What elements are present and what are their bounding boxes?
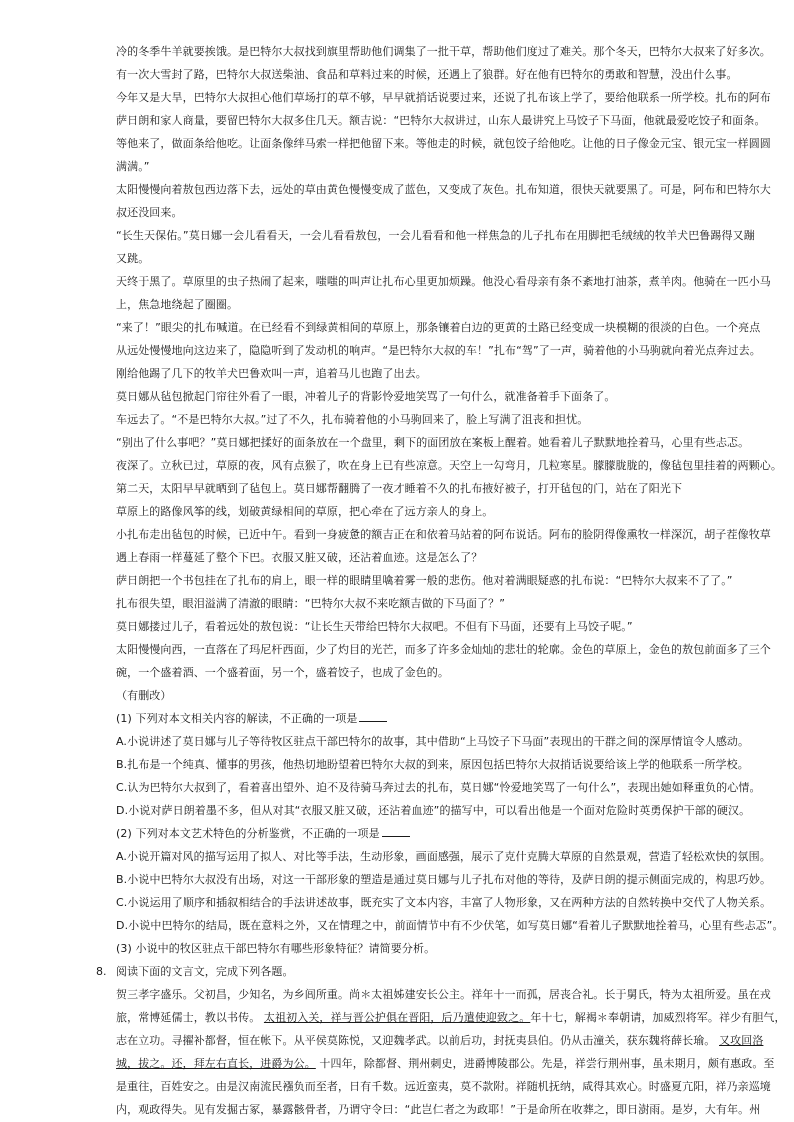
text-line: 莫日娜从毡包掀起门帘往外看了一眼，冲着儿子的背影怜爱地笑骂了一句什么，就准备着手下面条了。 bbox=[116, 390, 616, 403]
text-line: 等他来了，做面条给他吃。让面条像绊马索一样把他留下来。等他走的时候，就包饺子给他吃。让他的日子像金元宝、银元宝一样圆圆 bbox=[116, 137, 771, 150]
underlined-sentence: 又攻回洛 bbox=[719, 1034, 764, 1047]
section-instruction: 阅读下面的文言文，完成下列各题。 bbox=[116, 965, 294, 978]
text-line: 车远去了。“不是巴特尔大叔。”过了不久，扎布骑着他的小马驹回来了，脸上写满了沮丧和担忧。 bbox=[116, 413, 589, 426]
text-line: 刚给他踢了几下的牧羊犬巴鲁欢叫一声，追着马儿也跑了出去。 bbox=[116, 367, 427, 380]
answer-blank[interactable] bbox=[382, 826, 410, 837]
option-d: D.小说中巴特尔的结局，既在意料之外，又在情理之中，前面情节中有不少伏笔，如写莫日娜“看着儿子默默地拴着马，心里有些忐忑”。 bbox=[116, 919, 784, 932]
text-line: 萨日朗把一个书包挂在了扎布的肩上，眼一样的眼睛里噙着雾一般的悲伤。他对着满眼疑惑的扎布说：“巴特尔大叔来不了了。” bbox=[116, 574, 733, 587]
text-line: 第二天，太阳早早就晒到了毡包上。莫日娜帮翻腾了一夜才睡着不久的扎布掖好被子，打开毡包的门，站在了阳光下 bbox=[116, 482, 683, 495]
answer-blank[interactable] bbox=[359, 711, 387, 722]
question-2 bbox=[116, 826, 716, 841]
option-a: A.小说讲述了莫日娜与儿子等待牧区驻点干部巴特尔的故事，其中借助“上马饺子下马面”表现出的干群之间的深厚情谊令人感动。 bbox=[116, 735, 750, 748]
text-line: 又跳。 bbox=[116, 252, 150, 265]
text-line: 冷的冬季牛羊就要挨饿。是巴特尔大叔找到旗里帮助他们调集了一批干草，帮助他们度过了难关。那个冬天，巴特尔大叔来了好多次。 bbox=[116, 45, 771, 58]
question-1-text: (1) 下列对本文相关内容的解读，不正确的一项是 bbox=[116, 712, 358, 725]
text-line: 小扎布走出毡包的时候，已近中午。看到一身疲惫的额吉正在和依着马站着的阿布说话。阿布的脸阴得像熏牧一样深沉，胡子茬像牧草 bbox=[116, 528, 771, 541]
text-line: 今年又是大旱，巴特尔大叔担心他们草场打的草不够，早早就捎话说要过来，还说了扎布该上学了，要给他联系一所学校。扎布的阿布 bbox=[116, 91, 771, 104]
text-line: 是重往，百姓安之。由是汉南流民襁负而至者，日有千数。远近蛮夷，莫不款附。祥随机抚纳，咸得其欢心。时盛夏亢阳，祥乃亲巡境 bbox=[116, 1080, 771, 1093]
text-line: 叔还没回来。 bbox=[116, 206, 183, 219]
text-line: 从远处慢慢地向这边来了，隐隐听到了发动机的响声。“是巴特尔大叔的车！”扎布“驾”了一声，骑着他的小马驹就向着光点奔过去。 bbox=[116, 344, 761, 357]
text-line bbox=[116, 1056, 775, 1071]
text-line: 上，焦急地绕起了圈圈。 bbox=[116, 298, 239, 311]
text-line: “别出了什么事吧？”莫日娜把揉好的面条放在一个盘里，剩下的面团放在案板上醒着。她看着儿子默默地拴着马，心里有些忐忑。 bbox=[116, 436, 750, 449]
text-line: 扎布很失望，眼泪溢满了清澈的眼睛：“巴特尔大叔不来吃额吉做的下马面了？” bbox=[116, 597, 505, 610]
text-line: 莫日娜搂过儿子，看着远处的敖包说：“让长生天带给巴特尔大叔吧。不但有下马面，还要有上马饺子呢。” bbox=[116, 620, 633, 633]
option-a: A.小说开篇对风的描写运用了拟人、对比等手法，生动形象，画面感强，展示了克什克腾大草原的自然景观，营造了轻松欢快的氛围。 bbox=[116, 850, 771, 863]
text-line: 草原上的路像风筝的线，划破黄绿相间的草原，把心牵在了远方亲人的身上。 bbox=[116, 505, 494, 518]
option-b: B.扎布是一个纯真、懂事的男孩，他热切地盼望着巴特尔大叔的到来，原因包括巴特尔大叔捎话说要给该上学的他联系一所学校。 bbox=[116, 758, 749, 771]
underlined-sentence: 城，拔之。还，拜左右直长，进爵为公。 bbox=[116, 1057, 316, 1070]
text-line: “来了！”眼尖的扎布喊道。在已经看不到绿黄相间的草原上，那条镶着白边的更黄的土路已经变成一块模糊的很淡的白色。一个亮点 bbox=[116, 321, 761, 334]
question-1 bbox=[116, 711, 716, 726]
text-line bbox=[116, 1010, 786, 1025]
option-c: C.认为巴特尔大叔到了，看着喜出望外、迫不及待骑马奔过去的扎布，莫日娜“怜爱地笑骂了一句什么”，表现出她如释重负的心情。 bbox=[116, 781, 761, 794]
text-line: 天终于黑了。草原里的虫子热闹了起来，嗤嗤的叫声让扎布心里更加烦躁。他没心看母亲有条不紊地打油茶，煮羊肉。他骑在一匹小马 bbox=[116, 275, 771, 288]
text-segment: 十四年，除都督、荆州刺史，进爵博陵郡公。先是，祥尝行荆州事，虽未期月，颇有惠政。至 bbox=[319, 1057, 775, 1070]
question-3: (3) 小说中的牧区驻点干部巴特尔有哪些形象特征？请简要分析。 bbox=[116, 942, 436, 955]
option-d: D.小说对萨日朗着墨不多，但从对其“衣服又脏又破，还沾着血迹”的描写中，可以看出他是一个面对危险时英勇保护干部的硬汉。 bbox=[116, 804, 751, 817]
text-line: 太阳慢慢向西，一直落在了玛尼杆西面，少了灼目的光芒，而多了许多金灿灿的悲壮的轮廓。金色的草原上，金色的敖包前面多了三个 bbox=[116, 643, 771, 656]
underlined-sentence: 太祖初入关，祥与晋公护俱在晋阳，后乃遣使迎致之。 bbox=[263, 1011, 531, 1024]
text-line: 有一次大雪封了路，巴特尔大叔送柴油、食品和草料过来的时候，还遇上了狼群。好在他有巴特尔的勇敢和智慧，没出什么事。 bbox=[116, 68, 738, 81]
text-segment: 年十七，解褐＊奉朝请，加威烈将军。祥少有胆气， bbox=[530, 1011, 786, 1024]
text-line bbox=[116, 1033, 764, 1048]
question-2-text: (2) 下列对本文艺术特色的分析鉴赏，不正确的一项是 bbox=[116, 827, 380, 840]
option-b: B.小说中巴特尔大叔没有出场，对这一干部形象的塑造是通过莫日娜与儿子扎布对他的等待，及萨日朗的提示侧面完成的，构思巧妙。 bbox=[116, 873, 772, 886]
text-line: 碗，一个盛着酒、一个盛着面，另一个，盛着饺子，也成了金色的。 bbox=[116, 666, 449, 679]
text-line: 内，观政得失。见有发掘古冢，暴露骸骨者，乃谓守令曰：“此岂仁者之为政耶！”于是命所在收葬之，即日澍雨。是岁，大有年。州 bbox=[116, 1103, 761, 1116]
text-line: 贺三孝字盛乐。父初昌，少知名，为乡闾所重。尚＊太祖姊建安长公主。祥年十一而孤，居丧合礼。长于舅氏，特为太祖所爱。虽在戎 bbox=[116, 988, 771, 1001]
text-segment: 旅，常博延儒士，教以书传。 bbox=[116, 1011, 261, 1024]
text-line: 遇上春雨一样蔓延了整个下巴。衣服又脏又破，还沾着血迹。这是怎么了？ bbox=[116, 551, 483, 564]
text-line: 萨日朗和家人商量，要留巴特尔大叔多住几天。额吉说：“巴特尔大叔讲过，山东人最讲究上马饺子下马面，他就最爱吃饺子和面条。 bbox=[116, 114, 766, 127]
text-line: （有删改） bbox=[116, 689, 172, 702]
text-line: 满满。” bbox=[116, 160, 150, 173]
text-line: 夜深了。立秋已过，草原的夜，风有点猴了，吹在身上已有些凉意。天空上一勾弯月，几粒寒星。朦朦胧胧的，像毡包里挂着的两颗心。 bbox=[116, 459, 782, 472]
text-line: “长生天保佑。”莫日娜一会儿看看天，一会儿看看敖包，一会儿看看和他一样焦急的儿子扎布在用脚把毛绒绒的牧羊犬巴鲁踢得又蹦 bbox=[116, 229, 755, 242]
text-line: 太阳慢慢向着敖包西边落下去，远处的草由黄色慢慢变成了蓝色，又变成了灰色。扎布知道，很快天就要黑了。可是，阿布和巴特尔大 bbox=[116, 183, 771, 196]
text-segment: 志在立功。寻擢补都督，恒在帐下。从平侯莫陈悦，又迎魏孝武。以前后功，封抚夷县伯。仍从击潼关，获东魏将薛长瑜。 bbox=[116, 1034, 716, 1047]
question-number: 8. bbox=[96, 965, 107, 978]
option-c: C.小说运用了顺序和插叙相结合的手法讲述故事，既充实了文本内容，丰富了人物形象，又在两种方法的自然转换中交代了人物关系。 bbox=[116, 896, 772, 909]
